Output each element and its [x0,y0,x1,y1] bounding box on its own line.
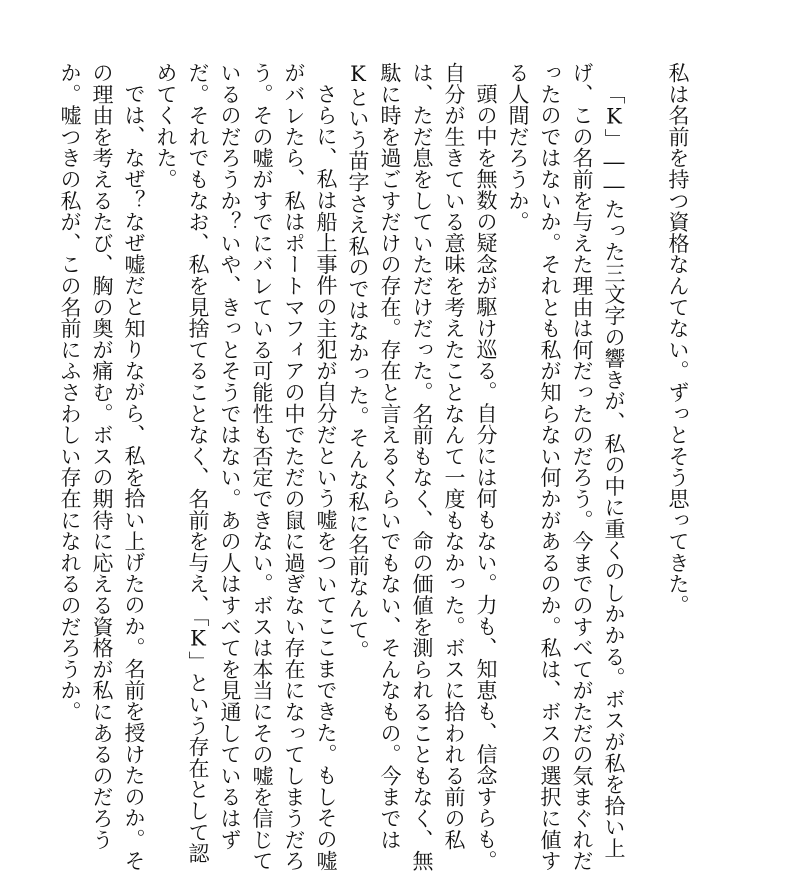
vertical-text-body [54,62,694,872]
paragraph-4: さらに、私は船上事件の主犯が自分だという嘘をついてここまできた。もしその嘘がバレたら、私はポートマフィアの中でただの鼠に過ぎない存在になってしまうだろう。その嘘がすでにバレている可能性も否定できない。ボスは本当にその嘘を信じているのだろうか？いや、きっとそうではない。あの人はすべてを見通しているはずだ。それでもなお、私を見捨てることなく、名前を与え、「K」という存在として認めてくれた。 [154,62,338,872]
paragraph-2: 「K」――たった三文字の響きが、私の中に重くのしかかる。ボスが私を拾い上げ、この名前を与えた理由は何だったのだろう。今までのすべてがただの気まぐれだったのではないか。それとも私が知らない何かがあるのか。私は、ボスの選択に値する人間だろうか。 [506,62,626,872]
paragraph-3: 頭の中を無数の疑念が駆け巡る。自分には何もない。力も、知恵も、信念すらも。自分が生きている意味を考えたことなんて一度もなかった。ボスに拾われる前の私は、ただ息をしていただけだった。名前もなく、命の価値を測られることもなく、無駄に時を過ごすだけの存在。存在と言えるくらいでもない、そんなもの。今まではKという苗字さえ私のではなかった。そんな私に名前なんて。 [346,62,498,872]
paragraph-1: 私は名前を持つ資格なんてない。ずっとそう思ってきた。 [666,62,690,616]
paragraph-5: では、なぜ？なぜ嘘だと知りながら、私を拾い上げたのか。名前を授けたのか。その理由を考えるたび、胸の奥が痛む。ボスの期待に応える資格が私にあるのだろうか。嘘つきの私が、この名前にふさわしい存在になれるのだろうか。 [58,62,146,872]
